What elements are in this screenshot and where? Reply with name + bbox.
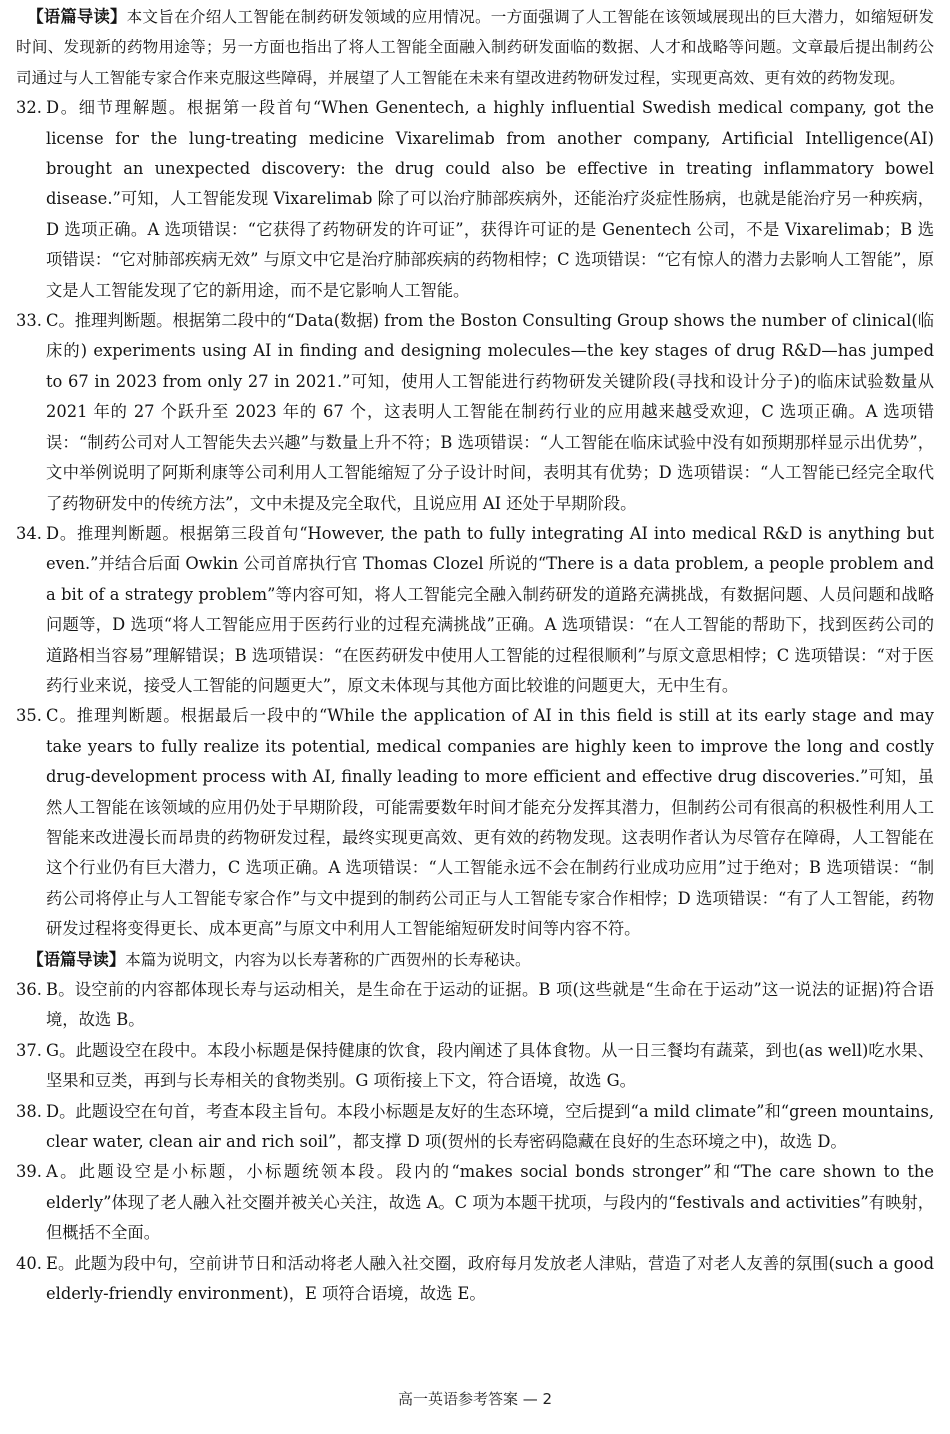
guide-text: 本文旨在介绍人工智能在制药研发领域的应用情况。一方面强调了人工智能在该领域展现出的巨大潜力，如缩短研发时间、发现新的药物用途等；另一方面也指出了将人工智能全面融入制药研发面临的数据、人才和战略等问题。文章最后提出制药公司通过与人工智能专家合作来克服这些障碍，并展望了人工智能在未来有望改进药物研发过程，实现更高效、更有效的药物发现。: [16, 8, 934, 87]
answer-text: D。此题设空在句首，考查本段主旨句。本段小标题是友好的生态环境，空后提到“a mild climate”和“green mountains, clear water, clean air and rich soil”，都支撑 D 项(贺州的长寿密码隐藏在良好的生态环境之中)，故选 D。: [46, 1101, 934, 1152]
answer-text: A。此题设空是小标题，小标题统领本段。段内的“makes social bonds stronger”和“The care shown to the elderly”体现了老人融入社交圈并被关心关注，故选 A。C 项为本题干扰项，与段内的“festivals and activities”有映射，但概括不全面。: [46, 1162, 934, 1243]
question-number: 34.: [16, 523, 42, 543]
question-number: 37.: [16, 1040, 42, 1060]
question-number: 40.: [16, 1253, 42, 1273]
passage-guide-1: [16, 2, 934, 93]
answer-37: [16, 1036, 934, 1097]
answer-text: G。此题设空在段中。本段小标题是保持健康的饮食，段内阐述了具体食物。从一日三餐均有蔬菜，到也(as well)吃水果、坚果和豆类，再到与长寿相关的食物类别。G 项衔接上下文，符合语境，故选 G。: [46, 1040, 934, 1091]
question-number: 35.: [16, 706, 42, 726]
answer-text: E。此题为段中句，空前讲节日和活动将老人融入社交圈，政府每月发放老人津贴，营造了对老人友善的氛围(such a good elderly-friendly environment)，E 项符合语境，故选 E。: [46, 1253, 934, 1304]
guide-text: 本篇为说明文，内容为以长寿著称的广西贺州的长寿秘诀。: [125, 950, 531, 969]
question-number: 39.: [16, 1162, 42, 1182]
answer-35: [16, 701, 934, 944]
question-number: 36.: [16, 980, 42, 999]
answer-39: [16, 1157, 934, 1248]
page-footer: 高一英语参考答案 — 2: [397, 1390, 553, 1408]
guide-label: 【语篇导读】: [27, 949, 126, 969]
answer-40: [16, 1249, 934, 1310]
passage-guide-2: [16, 945, 934, 975]
answer-32: [16, 93, 934, 306]
question-number: 32.: [16, 98, 42, 118]
question-number: 33.: [16, 311, 42, 331]
answer-text: D。推理判断题。根据第三段首句“However, the path to fully integrating AI into medical R&D is anything but even.”并结合后面 Owkin 公司首席执行官 Thomas Clozel 所说的“There is a data problem, a people problem and a bit of a strategy problem”等内容可知，将人工智能完全融入制药研发的道路充满挑战，有数据问题、人员问题和战略问题等，D 选项“将人工智能应用于医药行业的过程充满挑战”正确。A 选项错误：“在人工智能的帮助下，找到医药公司的道路相当容易”理解错误；B 选项错误：“在医药研发中使用人工智能的过程很顺利”与原文意思相悖；C 选项错误：“对于医药行业来说，接受人工智能的问题更大”，原文未体现与其他方面比较谁的问题更大，无中生有。: [46, 523, 934, 695]
answer-text: D。细节理解题。根据第一段首句“When Genentech, a highly influential Swedish medical company, got the license for the lung-treating medicine Vixarelimab from another company, Artificial Intelligence(AI) brought an unexpected discovery: the drug could also be effective in treating inflammatory bowel disease.”可知，人工智能发现 Vixarelimab 除了可以治疗肺部疾病外，还能治疗炎症性肠病，也就是能治疗另一种疾病，D 选项正确。A 选项错误：“它获得了药物研发的许可证”，获得许可证的是 Genentech 公司，不是 Vixarelimab；B 选项错误：“它对肺部疾病无效” 与原文中它是治疗肺部疾病的药物相悖；C 选项错误：“它有惊人的潜力去影响人工智能”，原文是人工智能发现了它的新用途，而不是它影响人工智能。: [46, 98, 934, 300]
question-number: 38.: [16, 1101, 42, 1121]
answer-38: [16, 1097, 934, 1158]
answer-33: [16, 306, 934, 519]
answer-34: [16, 519, 934, 701]
answer-text: C。推理判断题。根据第二段中的“Data(数据) from the Boston Consulting Group shows the number of clinical(临床的) experiments using AI in finding and designing molecules—the key stages of drug R&D—has jumped to 67 in 2023 from only 27 in 2021.”可知，使用人工智能进行药物研发关键阶段(寻找和设计分子)的临床试验数量从 2021 年的 27 个跃升至 2023 年的 67 个，这表明人工智能在制药行业的应用越来越受欢迎，C 选项正确。A 选项错误：“制药公司对人工智能失去兴趣”与数量上升不符；B 选项错误：“人工智能在临床试验中没有如预期那样显示出优势”，文中举例说明了阿斯利康等公司利用人工智能缩短了分子设计时间，表明其有优势；D 选项错误：“人工智能已经完全取代了药物研发中的传统方法”，文中未提及完全取代，且说应用 AI 还处于早期阶段。: [46, 311, 934, 513]
answer-text: C。推理判断题。根据最后一段中的“While the application of AI in this field is still at its early stage and may take years to fully realize its potential, medical companies are highly keen to improve the long and costly drug-development process with AI, finally leading to more efficient and effective drug discoveries.”可知，虽然人工智能在该领域的应用仍处于早期阶段，可能需要数年时间才能充分发挥其潜力，但制药公司有很高的积极性利用人工智能来改进漫长而昂贵的药物研发过程，最终实现更高效、更有效的药物发现。这表明作者认为尽管存在障碍，人工智能在这个行业仍有巨大潜力，C 选项正确。A 选项错误：“人工智能永远不会在制药行业成功应用”过于绝对；B 选项错误：“制药公司将停止与人工智能专家合作”与文中提到的制药公司正与人工智能专家合作相悖；D 选项错误：“有了人工智能，药物研发过程将变得更长、成本更高”与原文中利用人工智能缩短研发时间等内容不符。: [46, 706, 934, 939]
answer-36: [16, 975, 934, 1036]
answer-text: B。设空前的内容都体现长寿与运动相关，是生命在于运动的证据。B 项(这些就是“生命在于运动”这一说法的证据)符合语境，故选 B。: [46, 980, 934, 1030]
guide-label: 【语篇导读】: [27, 7, 127, 26]
